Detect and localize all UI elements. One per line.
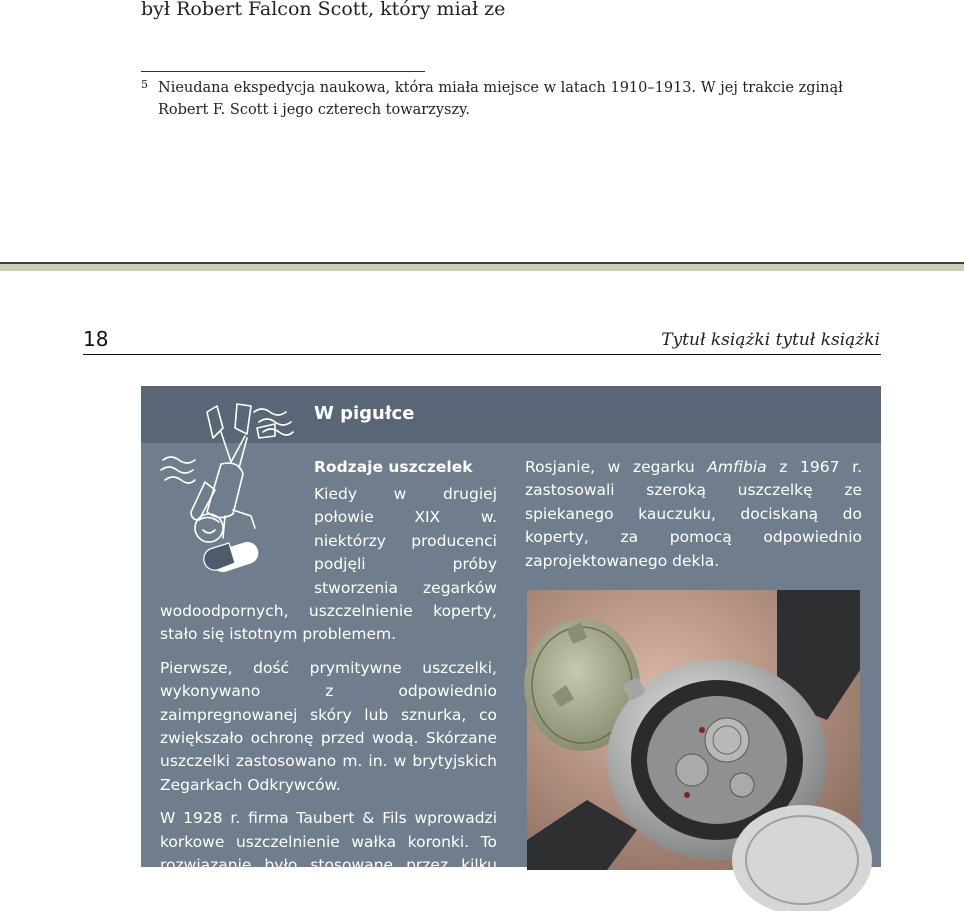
sidebar-box: [141, 386, 881, 898]
page-break: [0, 262, 964, 271]
paragraph: Kiedy w drugiej połowie XIX w. niektórzy producenci podjęli próby stworzenia zegarków wodoodpornych, uszczelnienie koperty, stało się istotnym problemem.: [160, 485, 497, 644]
left-column: [160, 456, 497, 911]
box-title: W pigułce: [314, 403, 415, 424]
footnote-number: 5: [141, 78, 148, 91]
paragraph: W 1928 r. firma Taubert & Fils wprowadzi korkowe uszczelnienie wałka koronki. To rozwiązanie było stosowane przez kilku producentów np. Mido aż: [160, 809, 497, 898]
footnote-separator: [141, 71, 425, 72]
model-name: Amfibia: [707, 458, 767, 476]
page-number: 18: [83, 327, 109, 351]
footnote-text: Nieudana ekspedycja naukowa, która miała miejsce w latach 1910–1913. W jej trakcie zginął Robert F. Scott i jego czterech towarzyszy.: [158, 80, 843, 118]
paragraph: [525, 456, 862, 573]
text-run: z 1967 r. zastosowali szeroką uszczelkę ze spiekanego kauczuku, dociskaną do koperty, za pomocą odpowiednio zaprojektowanego dekla.: [525, 458, 862, 570]
text-run: Rosjanie, w zegarku: [525, 458, 708, 476]
section-heading: Rodzaje uszczelek: [314, 458, 473, 476]
footnote: [141, 77, 886, 121]
watch-photo: [527, 590, 860, 870]
paragraph: Pierwsze, dość prymitywne uszczelki, wykonywano z odpowiednio zaimpregnowanej skóry lub sznurka, co zwiększało ochronę przed wodą. Skórzane uszczelki zastosowano m. in. w brytyjskich Zegarkach Odkrywców.: [160, 658, 497, 794]
header-rule: [83, 354, 881, 355]
right-column: [525, 456, 862, 573]
running-title: Tytuł książki tytuł książki: [661, 330, 880, 350]
body-text-last-line: był Robert Falcon Scott, który miał ze: [141, 0, 506, 20]
